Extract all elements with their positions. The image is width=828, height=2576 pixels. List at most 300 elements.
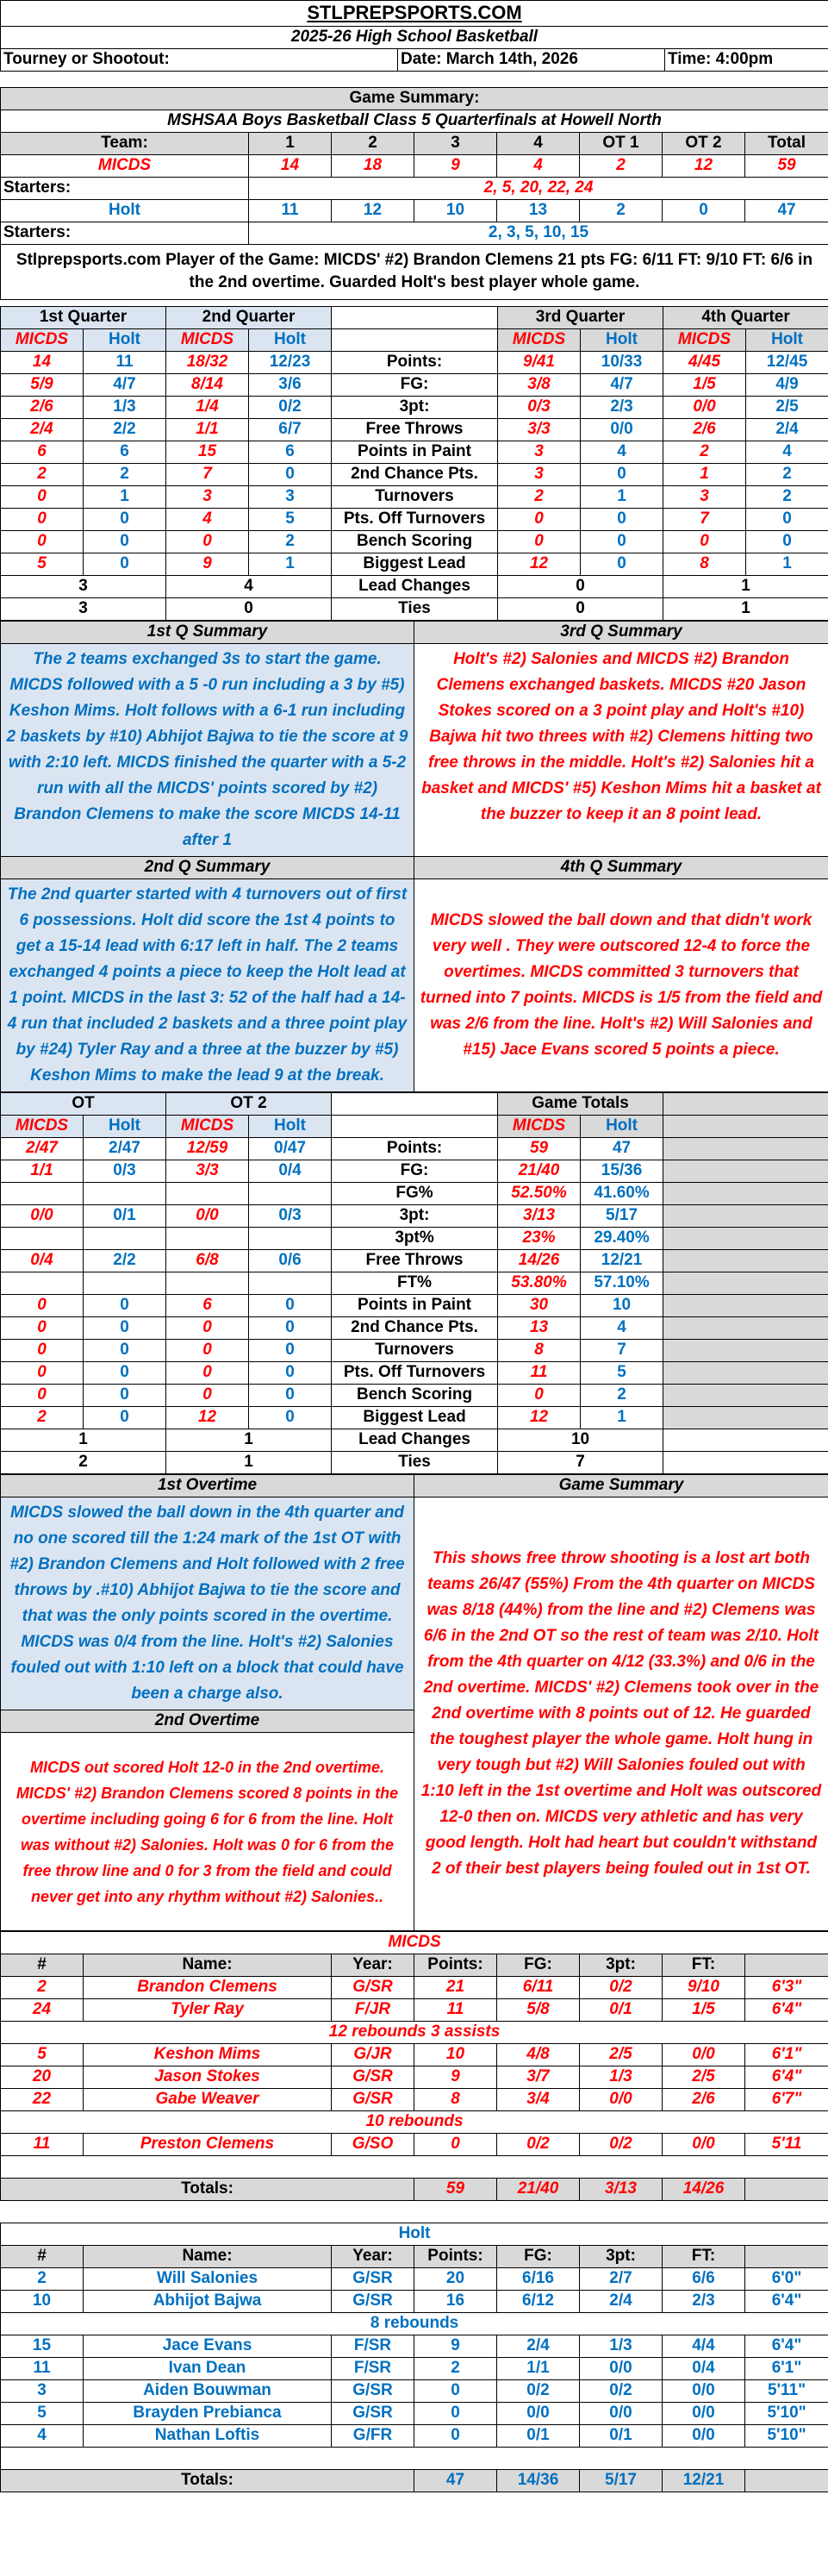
stat-cell: 2 xyxy=(84,464,166,486)
stat-cell: 6'1" xyxy=(745,2358,828,2380)
stat-label: FG: xyxy=(332,374,498,397)
stat-cell: 0 xyxy=(581,464,663,486)
stat-cell: 3 xyxy=(498,464,581,486)
stat-cell: 5/9 xyxy=(1,374,84,397)
stat-cell: 0/0 xyxy=(580,2358,663,2380)
totals-cell: 59 xyxy=(414,2179,497,2201)
game-summary-heading: Game Summary xyxy=(414,1475,828,1497)
micds-starters: 2, 5, 20, 22, 24 xyxy=(249,177,828,199)
score-cell: 13 xyxy=(497,199,580,222)
stat-cell: 10 xyxy=(581,1295,663,1317)
stat-row xyxy=(1,352,828,374)
stat-label: 2nd Chance Pts. xyxy=(332,464,498,486)
stat-cell: 1/3 xyxy=(580,2066,663,2089)
stat-cell: 14 xyxy=(1,352,84,374)
stat-cell: 0 xyxy=(1,1385,84,1407)
stat-cell: 2/47 xyxy=(84,1138,166,1160)
stat-cell: 1/1 xyxy=(1,1160,84,1183)
game-summary-text: This shows free throw shooting is a lost art both teams 26/47 (55%) From the 4th quarter on MICDS was 8/18 (44%) from the line and #2) Clemens was 6/6 in the 2nd OT so the rest of team was 2/10. Holt from the 4th quarter on 4/12 (33.3%) and 0/6 in the 2nd overtime. MICDS' #2) Clemens took over in the 2nd overtime with 8 points out of 12. He guarded the toughest player the whole game. Holt hung in very tough but #2) Will Salonies fouled out with 1:10 left in the 1st overtime and Holt was outscored 12-0 then on. MICDS very athletic and has very good length. Holt had heart but couldn't withstand 2 of their best players being fouled out in 1st OT. xyxy=(414,1497,828,1931)
stat-cell: 0/3 xyxy=(249,1205,332,1228)
starters-label: Starters: xyxy=(1,177,249,199)
q3-summary-text: Holt's #2) Salonies and MICDS #2) Brandon Clemens exchanged baskets. MICDS #20 Jason Stokes scored on a 3 point play and Holt's #10) Bajwa hit two threes with #2) Clemens hitting two free throws in the middle. Holt's #2) Salonies hit a basket and MICDS' #5) Keshon Mims hit a basket at the buzzer to keep it an 8 point lead. xyxy=(414,644,828,857)
stat-label: Points: xyxy=(332,1138,498,1160)
stat-cell: 52.50% xyxy=(498,1183,581,1205)
spacer xyxy=(1,2201,828,2223)
team-heading: MICDS xyxy=(1,1932,828,1954)
stat-cell: 1 xyxy=(84,486,166,509)
stat-cell: 18/32 xyxy=(166,352,249,374)
stat-cell: 5'10" xyxy=(745,2403,828,2425)
score-cell: 11 xyxy=(249,199,332,222)
stat-cell: 12 xyxy=(166,1407,249,1429)
stat-row xyxy=(1,1160,828,1183)
quarter-stats-table xyxy=(0,306,828,621)
stat-cell: 0/6 xyxy=(249,1250,332,1272)
player-row xyxy=(1,1977,828,1999)
stat-cell: 3/3 xyxy=(498,419,581,441)
stat-cell: 5/17 xyxy=(581,1205,663,1228)
blank-row xyxy=(1,2156,828,2179)
stat-cell: 0 xyxy=(498,531,581,553)
stat-cell: 6/7 xyxy=(249,419,332,441)
stat-cell: 3/6 xyxy=(249,374,332,397)
stat-cell: 6'0" xyxy=(745,2268,828,2291)
totals-row xyxy=(1,2470,828,2492)
stat-cell: 53.80% xyxy=(498,1272,581,1295)
stat-row xyxy=(1,1205,828,1228)
stat-cell: 0 xyxy=(249,464,332,486)
stat-cell: 5 xyxy=(1,2403,84,2425)
stat-cell: 4/45 xyxy=(663,352,746,374)
stat-label: 3pt: xyxy=(332,397,498,419)
stat-cell xyxy=(84,1228,166,1250)
stat-cell: 2/7 xyxy=(580,2268,663,2291)
blank-cell xyxy=(1,2156,828,2179)
stat-cell: 1/3 xyxy=(84,397,166,419)
stat-label: FG% xyxy=(332,1183,498,1205)
stat-cell: 0/0 xyxy=(580,2089,663,2111)
score-cell: 2 xyxy=(580,199,663,222)
player-name: Keshon Mims xyxy=(84,2044,332,2066)
stat-label: Points in Paint xyxy=(332,441,498,464)
player-name: Brayden Prebianca xyxy=(84,2403,332,2425)
score-cell: 0 xyxy=(663,199,745,222)
stat-cell: 15 xyxy=(166,441,249,464)
col-header: FG: xyxy=(497,1954,580,1977)
stat-cell: 2 xyxy=(1,464,84,486)
stat-cell: 0 xyxy=(249,1362,332,1385)
stat-cell: 0 xyxy=(1,509,84,531)
stat-cell: 0/1 xyxy=(580,1999,663,2022)
stat-cell: 59 xyxy=(498,1138,581,1160)
header-table xyxy=(0,0,828,87)
blank-cell xyxy=(663,1116,828,1138)
stat-cell: 57.10% xyxy=(581,1272,663,1295)
stat-cell: 6 xyxy=(84,441,166,464)
stat-cell: 5'10" xyxy=(745,2425,828,2448)
stat-cell: 1/5 xyxy=(663,1999,745,2022)
stat-cell: 10 xyxy=(414,2044,497,2066)
stat-cell: 20 xyxy=(414,2268,497,2291)
stat-row xyxy=(1,1362,828,1385)
col-header: FT: xyxy=(663,2246,745,2268)
game-time: Time: 4:00pm xyxy=(665,49,828,72)
player-row xyxy=(1,2291,828,2313)
col-header: Total xyxy=(745,132,828,154)
stat-cell: 0/2 xyxy=(580,2380,663,2403)
stat-cell: 7 xyxy=(498,1452,663,1474)
player-name: Will Salonies xyxy=(84,2268,332,2291)
stat-cell: 0 xyxy=(581,531,663,553)
stat-cell: 9 xyxy=(414,2066,497,2089)
game-date: Date: March 14th, 2026 xyxy=(398,49,665,72)
stat-cell: 0 xyxy=(1,1295,84,1317)
stat-cell: 2/6 xyxy=(663,419,746,441)
stat-cell: 1 xyxy=(166,1429,332,1452)
col-header: Points: xyxy=(414,1954,497,1977)
player-note: 8 rebounds xyxy=(1,2313,828,2335)
stat-cell: 5'11" xyxy=(745,2380,828,2403)
stat-row xyxy=(1,1295,828,1317)
stat-cell: 0 xyxy=(414,2425,497,2448)
stat-cell: 0/1 xyxy=(580,2425,663,2448)
ot2-summary-text: MICDS out scored Holt 12-0 in the 2nd overtime. MICDS' #2) Brandon Clemens scored 8 points in the overtime including going 6 for 6 from the line. Holt was without #2) Salonies. Holt was 0 for 6 from the free throw line and 0 for 3 from the field and could never get into any rhythm without #2) Salonies.. xyxy=(1,1733,414,1931)
stat-cell: 4 xyxy=(166,576,332,598)
spacer xyxy=(1,299,828,306)
stat-label: Turnovers xyxy=(332,486,498,509)
stat-cell: 0 xyxy=(166,1340,249,1362)
stat-cell: 0 xyxy=(498,576,663,598)
team-name: Holt xyxy=(1,199,249,222)
note-row xyxy=(1,2313,828,2335)
ot-heading: OT 2 xyxy=(166,1093,332,1116)
stat-cell: 20 xyxy=(1,2066,84,2089)
lead-row xyxy=(1,576,828,598)
stat-row xyxy=(1,1272,828,1295)
stat-cell: 6 xyxy=(249,441,332,464)
score-cell: 12 xyxy=(663,154,745,177)
overtime-stats-table xyxy=(0,1092,828,1474)
holt-starters: 2, 3, 5, 10, 15 xyxy=(249,222,828,244)
totals-cell: 14/26 xyxy=(663,2179,745,2201)
team-heading-row xyxy=(1,2223,828,2246)
stat-cell: 0 xyxy=(249,1317,332,1340)
player-row xyxy=(1,2380,828,2403)
stat-cell: 3 xyxy=(1,2380,84,2403)
totals-cell: 3/13 xyxy=(580,2179,663,2201)
stat-cell: 23% xyxy=(498,1228,581,1250)
stat-cell: 0 xyxy=(1,1362,84,1385)
stat-row xyxy=(1,486,828,509)
stat-row xyxy=(1,441,828,464)
player-row xyxy=(1,2089,828,2111)
stat-cell: 0 xyxy=(84,1362,166,1385)
ot-heading: OT xyxy=(1,1093,166,1116)
stat-cell: 0/2 xyxy=(580,2134,663,2156)
stat-label: Biggest Lead xyxy=(332,1407,498,1429)
stat-cell: 10 xyxy=(498,1429,663,1452)
stat-cell xyxy=(249,1228,332,1250)
quarter-heading: 4th Quarter xyxy=(663,307,828,329)
stat-cell: 22 xyxy=(1,2089,84,2111)
stat-cell: 0 xyxy=(166,531,249,553)
score-cell: 9 xyxy=(414,154,497,177)
stat-cell: 0 xyxy=(84,1407,166,1429)
blank-cell xyxy=(745,2179,828,2201)
stat-cell: 6/6 xyxy=(663,2268,745,2291)
stat-cell: 3 xyxy=(166,486,249,509)
stat-cell: 10 xyxy=(1,2291,84,2313)
stat-row xyxy=(1,1385,828,1407)
stat-cell: 1 xyxy=(663,576,828,598)
stat-row xyxy=(1,1228,828,1250)
stat-label: Pts. Off Turnovers xyxy=(332,509,498,531)
team-label: MICDS xyxy=(1,1116,84,1138)
col-header: Year: xyxy=(332,1954,414,1977)
stat-cell: F/SR xyxy=(332,2358,414,2380)
stat-cell: 0 xyxy=(746,531,828,553)
stat-cell: 1 xyxy=(663,464,746,486)
col-header: Team: xyxy=(1,132,249,154)
stat-cell: 0/0 xyxy=(663,2380,745,2403)
blank-cell xyxy=(663,1340,828,1362)
player-row xyxy=(1,1999,828,2022)
quarter-team-headers xyxy=(1,329,828,352)
stat-row xyxy=(1,553,828,576)
stat-cell: 0 xyxy=(84,1295,166,1317)
note-row xyxy=(1,2022,828,2044)
stat-row xyxy=(1,397,828,419)
stat-cell: 1 xyxy=(663,598,828,621)
stat-cell: 1/5 xyxy=(663,374,746,397)
col-header: Name: xyxy=(84,2246,332,2268)
totals-label: Totals: xyxy=(1,2179,414,2201)
stat-cell: G/SR xyxy=(332,2268,414,2291)
stat-cell: 0/4 xyxy=(249,1160,332,1183)
stat-cell: G/FR xyxy=(332,2425,414,2448)
col-header: 3pt: xyxy=(580,2246,663,2268)
stat-cell: 7 xyxy=(663,509,746,531)
stat-row xyxy=(1,1250,828,1272)
stat-cell: 12/23 xyxy=(249,352,332,374)
stat-cell: 0 xyxy=(414,2403,497,2425)
col-header: Points: xyxy=(414,2246,497,2268)
stat-label: Free Throws xyxy=(332,419,498,441)
totals-row xyxy=(1,2179,828,2201)
stat-cell: 0/1 xyxy=(497,2425,580,2448)
stat-cell: 2/2 xyxy=(84,419,166,441)
stat-label: Free Throws xyxy=(332,1250,498,1272)
player-row xyxy=(1,2044,828,2066)
stat-cell xyxy=(84,1272,166,1295)
player-name: Jace Evans xyxy=(84,2335,332,2358)
stat-label: Points: xyxy=(332,352,498,374)
stat-cell: 0 xyxy=(498,1385,581,1407)
stat-cell: 6/16 xyxy=(497,2268,580,2291)
stat-cell: 1/1 xyxy=(166,419,249,441)
team-label: MICDS xyxy=(166,329,249,352)
stat-cell: 1 xyxy=(581,1407,663,1429)
stat-cell: 11 xyxy=(1,2358,84,2380)
stat-cell: 0/0 xyxy=(663,2403,745,2425)
col-header: # xyxy=(1,1954,84,1977)
team-label: Holt xyxy=(84,329,166,352)
player-row xyxy=(1,2134,828,2156)
stat-cell xyxy=(1,1183,84,1205)
stat-cell: 3/3 xyxy=(166,1160,249,1183)
q4-summary-text: MICDS slowed the ball down and that didn't work very well . They were outscored 12-4 to force the overtimes. MICDS committed 3 turnovers that turned into 7 points. MICDS is 1/5 from the field and was 2/6 from the line. Holt's #2) Will Salonies and #15) Jace Evans scored 5 points a piece. xyxy=(414,879,828,1092)
ot-heading: Game Totals xyxy=(498,1093,663,1116)
stat-cell: 7 xyxy=(166,464,249,486)
stat-cell: 0/0 xyxy=(166,1205,249,1228)
stat-cell: 2/4 xyxy=(497,2335,580,2358)
player-name: Abhijot Bajwa xyxy=(84,2291,332,2313)
stat-cell: 0 xyxy=(84,553,166,576)
stat-label: 3pt% xyxy=(332,1228,498,1250)
score-cell: 12 xyxy=(332,199,414,222)
q4-summary-heading: 4th Q Summary xyxy=(414,857,828,879)
team-label: Holt xyxy=(84,1116,166,1138)
stat-cell: 0 xyxy=(1,1317,84,1340)
stat-cell: 2 xyxy=(498,486,581,509)
blank-cell xyxy=(663,1138,828,1160)
line-score-holt xyxy=(1,199,828,222)
stat-cell xyxy=(1,1272,84,1295)
stat-cell: 2 xyxy=(746,464,828,486)
stat-cell: G/JR xyxy=(332,2044,414,2066)
stat-cell: 13 xyxy=(498,1317,581,1340)
stat-cell: 0 xyxy=(581,509,663,531)
stat-cell: 12/59 xyxy=(166,1138,249,1160)
blank-row xyxy=(1,2448,828,2470)
quarter-summary-table xyxy=(0,621,828,1092)
stat-cell: 10/33 xyxy=(581,352,663,374)
stat-cell: 3 xyxy=(663,486,746,509)
q3-summary-heading: 3rd Q Summary xyxy=(414,622,828,644)
totals-label: Totals: xyxy=(1,2470,414,2492)
team-label: Holt xyxy=(581,329,663,352)
stat-cell: 2 xyxy=(1,1977,84,1999)
stat-cell: 6'1" xyxy=(745,2044,828,2066)
stat-row xyxy=(1,1340,828,1362)
ot-headers xyxy=(1,1093,828,1116)
season-title: 2025-26 High School Basketball xyxy=(1,27,828,49)
stat-cell xyxy=(249,1272,332,1295)
stat-cell: 47 xyxy=(581,1138,663,1160)
stat-cell: 2 xyxy=(414,2358,497,2380)
stat-cell: 0 xyxy=(249,1385,332,1407)
quarter-headers xyxy=(1,307,828,329)
player-note: 10 rebounds xyxy=(1,2111,828,2134)
totals-cell: 14/36 xyxy=(497,2470,580,2492)
stat-cell: 0/2 xyxy=(249,397,332,419)
stat-cell: 0 xyxy=(414,2380,497,2403)
blank-cell xyxy=(663,1228,828,1250)
score-cell: 14 xyxy=(249,154,332,177)
col-header: # xyxy=(1,2246,84,2268)
stat-cell: G/SR xyxy=(332,1977,414,1999)
stat-cell: 0 xyxy=(498,509,581,531)
stat-cell: 1 xyxy=(1,1429,166,1452)
stat-cell: 3/13 xyxy=(498,1205,581,1228)
spacer-row xyxy=(1,2201,828,2223)
stat-cell: 0/4 xyxy=(1,1250,84,1272)
stat-cell: 0 xyxy=(663,531,746,553)
line-score-micds xyxy=(1,154,828,177)
stat-label: Lead Changes xyxy=(332,576,498,598)
team-heading-row xyxy=(1,1932,828,1954)
stat-cell: 8 xyxy=(663,553,746,576)
stat-label: Pts. Off Turnovers xyxy=(332,1362,498,1385)
stat-cell: 0 xyxy=(84,1317,166,1340)
game-summary-label: Game Summary: xyxy=(1,87,828,109)
stat-cell: 0/4 xyxy=(663,2358,745,2380)
stat-cell: 24 xyxy=(1,1999,84,2022)
stat-cell: 1 xyxy=(249,553,332,576)
stat-cell xyxy=(249,1183,332,1205)
q2-summary-heading: 2nd Q Summary xyxy=(1,857,414,879)
player-row xyxy=(1,2066,828,2089)
blank-cell xyxy=(663,1362,828,1385)
stat-cell: 29.40% xyxy=(581,1228,663,1250)
stat-label: Bench Scoring xyxy=(332,1385,498,1407)
player-name: Tyler Ray xyxy=(84,1999,332,2022)
stat-cell: 6'3" xyxy=(745,1977,828,1999)
stat-cell: 5/8 xyxy=(497,1999,580,2022)
stat-cell: 0/47 xyxy=(249,1138,332,1160)
blank-cell xyxy=(663,1160,828,1183)
stat-cell: 16 xyxy=(414,2291,497,2313)
player-row xyxy=(1,2268,828,2291)
blank-cell xyxy=(332,307,498,329)
spacer xyxy=(1,72,828,87)
stat-cell: 6/8 xyxy=(166,1250,249,1272)
score-cell: 4 xyxy=(497,154,580,177)
stat-cell: 1/3 xyxy=(580,2335,663,2358)
stat-cell: 15 xyxy=(1,2335,84,2358)
stat-label: 3pt: xyxy=(332,1205,498,1228)
blank-cell xyxy=(663,1429,828,1452)
stat-cell: 21/40 xyxy=(498,1160,581,1183)
stat-label: Ties xyxy=(332,1452,498,1474)
totals-cell: 21/40 xyxy=(497,2179,580,2201)
stat-cell: 6/11 xyxy=(497,1977,580,1999)
line-score-table xyxy=(0,87,828,307)
stat-cell: 41.60% xyxy=(581,1183,663,1205)
stat-cell: 12 xyxy=(498,1407,581,1429)
stat-cell: 0/2 xyxy=(497,2380,580,2403)
stat-cell: 0 xyxy=(581,553,663,576)
ties-row xyxy=(1,1452,828,1474)
blank-cell xyxy=(332,1093,498,1116)
q1-summary-text: The 2 teams exchanged 3s to start the game. MICDS followed with a 5 -0 run including a 3 by #5) Keshon Mims. Holt follows with a 6-1 run including 2 baskets by #10) Abhijot Bajwa to tie the score at 9 with 2:10 left. MICDS finished the quarter with a 5-2 run with all the MICDS' points scored by #2) Brandon Clemens to make the score MICDS 14-11 after 1 xyxy=(1,644,414,857)
stat-cell: 2 xyxy=(249,531,332,553)
blank-cell xyxy=(663,1093,828,1116)
blank-cell xyxy=(745,2246,828,2268)
col-header: Name: xyxy=(84,1954,332,1977)
stat-cell: 0 xyxy=(166,1385,249,1407)
totals-cell: 12/21 xyxy=(663,2470,745,2492)
stat-cell: 2 xyxy=(663,441,746,464)
ot2-summary-heading: 2nd Overtime xyxy=(1,1710,414,1733)
overtime-summary-table xyxy=(0,1474,828,1931)
team-label: MICDS xyxy=(1,329,84,352)
team-label: Holt xyxy=(746,329,828,352)
stat-cell: 0 xyxy=(166,598,332,621)
stat-cell: 2/5 xyxy=(580,2044,663,2066)
stat-cell: 6 xyxy=(1,441,84,464)
stat-cell: 11 xyxy=(84,352,166,374)
